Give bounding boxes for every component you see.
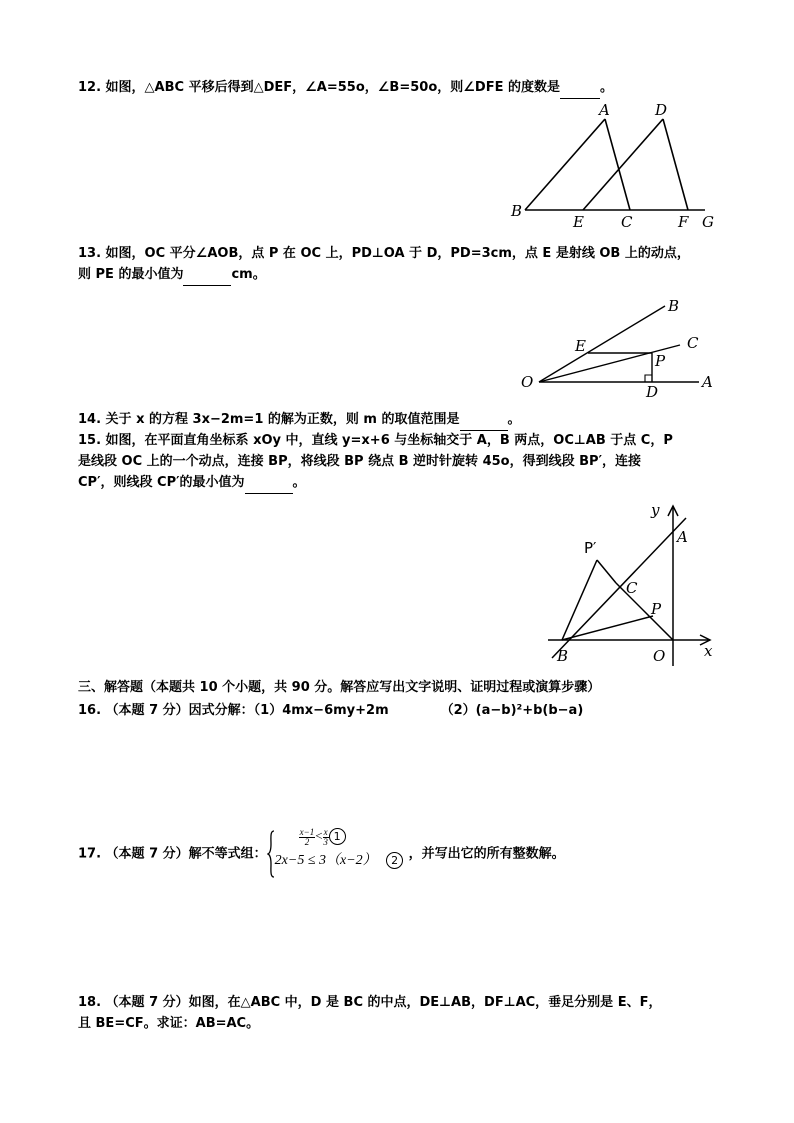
q15-label-x: x	[704, 642, 713, 660]
q13-ray-ob	[539, 306, 665, 382]
q15-label-b: B	[557, 647, 569, 665]
q13-line2-post: cm。	[231, 267, 266, 282]
q17-mark-1: 1	[329, 828, 346, 845]
q13-label-a: A	[702, 373, 713, 391]
q12-segment-ac	[605, 119, 630, 210]
q14-end: 。	[507, 412, 521, 427]
q13-label-e: E	[575, 337, 586, 355]
q15-segment-bp-prime	[562, 560, 597, 640]
q12-label-f: F	[678, 213, 689, 231]
q16-line	[78, 701, 583, 721]
q13-label-o: O	[521, 373, 534, 391]
q13-figure	[515, 296, 725, 400]
q12-label-d: D	[655, 101, 668, 119]
q13-label-c: C	[687, 334, 699, 352]
q16-head: 16. （本题 7 分）因式分解：（1）4mx−6my+2m	[78, 703, 389, 718]
q13-label-b: B	[668, 297, 680, 315]
q12-answer-blank[interactable]	[560, 78, 600, 99]
q18-line1: 18. （本题 7 分）如图，在△ABC 中，D 是 BC 的中点，DE⊥AB，DF⊥AC，垂足分别是 E、F，	[78, 995, 662, 1010]
q18-line2: 且 BE=CF。求证：AB=AC。	[78, 1016, 260, 1031]
q17-brace	[267, 830, 275, 878]
q15-line3-post: 。	[292, 475, 306, 490]
q15-label-p: P	[651, 600, 662, 618]
q14-text: 14. 关于 x 的方程 3x−2m=1 的解为正数，则 m 的取值范围是	[78, 412, 460, 427]
q15-label-o: O	[653, 647, 666, 665]
q15-label-y: y	[651, 501, 660, 519]
q17-inequality-2	[275, 852, 404, 870]
q12-label-b: B	[511, 202, 523, 220]
q17-less-than: <	[315, 828, 323, 843]
q15-segment-bp	[562, 616, 653, 640]
q13-line2-pre: 则 PE 的最小值为	[78, 267, 184, 282]
q15-label-c: C	[626, 579, 638, 597]
q12-segment-ed	[583, 119, 663, 210]
q16-part2: （2）(a−b)²+b(b−a)	[440, 703, 584, 718]
q12-segment-ab	[525, 119, 605, 210]
q12-text-line	[78, 78, 613, 99]
q15-line3-pre: CP′，则线段 CP′的最小值为	[78, 475, 245, 490]
q17-inequality-1	[299, 828, 346, 847]
q13-answer-blank[interactable]	[183, 265, 231, 286]
q13-label-p: P	[655, 352, 666, 370]
q17-fraction-left: $\frac{x-1}{2}$	[299, 827, 315, 848]
q13-line1: 13. 如图，OC 平分∠AOB，点 P 在 OC 上，PD⊥OA 于 D，PD=3cm，点 E 是射线 OB 上的动点，	[78, 246, 690, 261]
q12-label-g: G	[702, 213, 714, 231]
q13-right-angle-mark	[645, 375, 652, 382]
q13-line2	[78, 265, 266, 286]
q15-label-a: A	[677, 528, 688, 546]
q17-mark-2: 2	[386, 852, 403, 869]
q15-line2: 是线段 OC 上的一个动点，连接 BP，将线段 BP 绕点 B 逆时针旋转 45o，得到线段 BP′，连接	[78, 454, 641, 469]
q12-segment-df	[663, 119, 688, 210]
section3-title: 三、解答题（本题共 10 个小题，共 90 分。解答应写出文字说明、证明过程或演算步骤）	[78, 680, 601, 695]
q15-line1: 15. 如图，在平面直角坐标系 xOy 中，直线 y=x+6 与坐标轴交于 A，B 两点，OC⊥AB 于点 C，P	[78, 433, 673, 448]
q12-text: 12. 如图，△ABC 平移后得到△DEF，∠A=55o，∠B=50o，则∠DFE 的度数是	[78, 80, 560, 95]
q15-segment-oc	[616, 583, 673, 640]
q17-inequality-2-expr: 2x−5 ≤ 3（x−2）	[274, 853, 377, 868]
q12-label-a: A	[599, 101, 610, 119]
q15-line3	[78, 473, 306, 494]
q17-line	[78, 827, 565, 879]
q17-tail: ，并写出它的所有整数解。	[408, 846, 565, 862]
q15-segment-cp-prime	[597, 560, 616, 583]
q12-label-c: C	[621, 213, 633, 231]
q12-label-e: E	[573, 213, 584, 231]
q17-inequality-system	[267, 827, 409, 878]
q13-label-d: D	[646, 383, 659, 401]
q15-figure	[540, 498, 720, 670]
q17-head: 17. （本题 7 分）解不等式组：	[78, 846, 267, 862]
q15-answer-blank[interactable]	[245, 473, 293, 494]
q15-label-p-prime: P′	[584, 539, 597, 557]
q12-end: 。	[599, 80, 613, 95]
q14-line	[78, 410, 521, 431]
q14-answer-blank[interactable]	[460, 410, 508, 431]
q12-figure	[505, 102, 725, 230]
q17-fraction-right: $\frac{x}{3}$	[323, 827, 328, 848]
